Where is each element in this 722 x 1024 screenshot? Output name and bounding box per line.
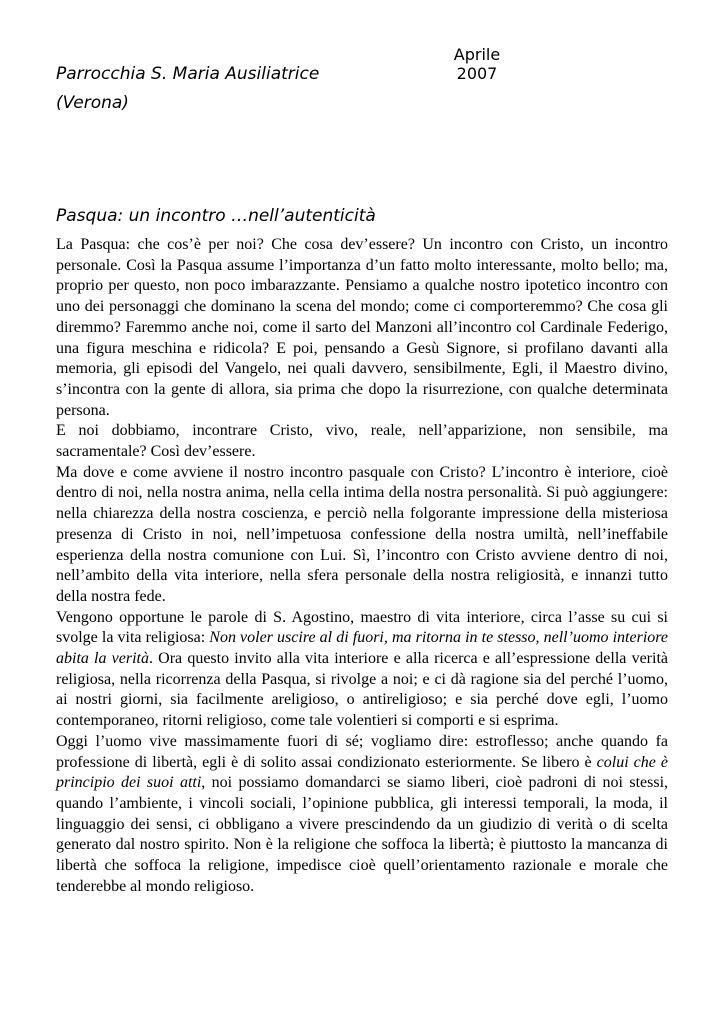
paragraph-5-text-before: Oggi l’uomo vive massimamente fuori di sé; vogliamo dire: estroflesso; anche quando fa professione di libertà, egli è di solito assai condizionato esteriormente. Se libero è: [56, 732, 668, 771]
issue-year: 2007: [456, 64, 498, 83]
issue-date: [418, 45, 536, 83]
parish-name: [56, 60, 319, 118]
paragraph-4-text-after: . Ora questo invito alla vita interiore e alla ricerca e all’espressione della verità religiosa, nella ricorrenza della Pasqua, si rivolge a noi; e ci dà ragione sia del perché l’uomo, ai nostri giorni, sia facilmente areligioso, o antireligioso; e sia perché dove egli, l’uomo contemporaneo, ritorni religioso, come tale volentieri si comporti e si esprima.: [56, 650, 668, 730]
paragraph-4: [56, 608, 668, 732]
parish-name-line2: (Verona): [56, 93, 129, 113]
freedom-definition-quote: colui che è principio dei suoi atti: [56, 753, 669, 792]
paragraph-5-text-after: , noi possiamo domandarci se siamo liberi, cioè padroni di noi stessi, quando l’ambiente, i vincoli sociali, l’opinione pubblica, gli interessi temporali, la moda, il linguaggio dei sensi, ci obbligano a vivere prescindendo da un giudizio di verità o di scelta generato dal nostro spirito. Non è la religione che soffoca la libertà; è piuttosto la mancanza di libertà che soffoca la religione, impedisce cioè quell’orientamento razionale e morale che tenderebbe al mondo religioso.: [56, 774, 669, 895]
augustine-quote: Non voler uscire al di fuori, ma ritorna in te stesso, nell’uomo interiore abita la verità: [56, 629, 668, 668]
article-body: [56, 235, 668, 898]
paragraph-2: E noi dobbiamo, incontrare Cristo, vivo, reale, nell’apparizione, non sensibile, ma sacramentale? Così dev’essere.: [56, 422, 668, 461]
paragraph-3: Ma dove e come avviene il nostro incontro pasquale con Cristo? L’incontro è interiore, cioè dentro di noi, nella nostra anima, nella cella intima della nostra personalità. Si può aggiungere: nella chiarezza della nostra coscienza, e perciò nella folgorante impressione della misteriosa presenza di Cristo in noi, nell’impetuosa confessione della nostra umiltà, nell’ineffabile esperienza della nostra comunione con Lui. Sì, l’incontro con Cristo avviene dentro di noi, nell’ambito della vita interiore, nella sfera personale della nostra religiosità, e innanzi tutto della nostra fede.: [56, 463, 668, 605]
paragraph-4-text-before: Vengono opportune le parole di S. Agostino, maestro di vita interiore, circa l’asse su cui si svolge la vita religiosa:: [56, 608, 668, 647]
article-title: Pasqua: un incontro …nell’autenticità: [56, 206, 376, 226]
paragraph-1: La Pasqua: che cos’è per noi? Che cosa dev’essere? Un incontro con Cristo, un incontro personale. Così la Pasqua assume l’importanza d’un fatto molto interessante, molto bello; ma, proprio per questo, non poco imbarazzante. Pensiamo a qualche nostro ipotetico incontro con uno dei personaggi che dominano la scena del mondo; come ci comporteremmo? Che cosa gli diremmo? Faremmo anche noi, come il sarto del Manzoni all’incontro col Cardinale Federigo, una figura meschina e ridicola? E poi, pensando a Gesù Signore, si profilano davanti alla memoria, gli episodi del Vangelo, nei quali davvero, sensibilmente, Egli, il Maestro divino, s’incontra con la gente di allora, sia prima che dopo la risurrezione, con qualche determinata persona.: [56, 236, 668, 419]
issue-month: Aprile: [453, 45, 501, 64]
parish-name-line1: Parrocchia S. Maria Ausiliatrice: [56, 64, 320, 84]
paragraph-5: [56, 732, 668, 898]
